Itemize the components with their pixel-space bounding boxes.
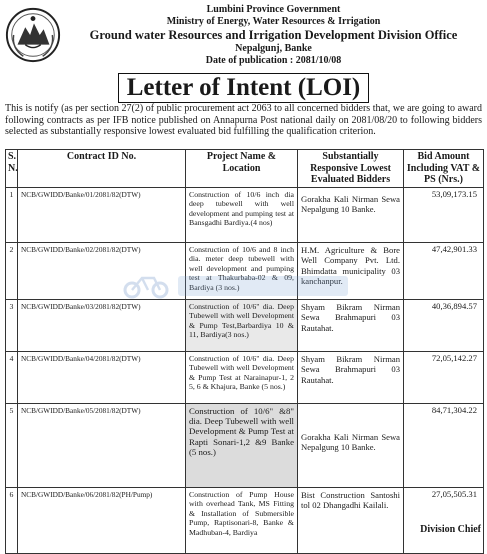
- table-row: [6, 351, 484, 403]
- row-project: Construction of 10/6" dia. Deep Tubewell with well Development & Pump Test at Narainapur-1, 2 5, 6 & Khajura, Banke (5 nos.): [186, 351, 298, 403]
- header-bidder: Substantially Responsive Lowest Evaluated Bidders: [298, 150, 404, 188]
- row-contract-id: NCB/GWIDD/Banke/04/2081/82(DTW): [18, 351, 186, 403]
- table-row: [6, 403, 484, 487]
- table-header-row: [6, 150, 484, 188]
- row-amount: 84,71,304.22: [404, 403, 484, 487]
- bidder-text: Shyam Bikram Nirman Sewa Brahmapuri 03 Rautahat.: [301, 301, 400, 333]
- row-amount: 40,36,894.57: [404, 299, 484, 351]
- header-project: Project Name & Location: [186, 150, 298, 188]
- signatory-title: Division Chief: [420, 524, 481, 535]
- row-sn: 3: [6, 299, 18, 351]
- table-row: [6, 187, 484, 242]
- row-sn: 5: [6, 403, 18, 487]
- row-project: Construction of 10/6" &8" dia. Deep Tubewell with well Development & Pump Test at Rapti Sonari-1,2 &9 Banke (5 nos.): [186, 403, 298, 487]
- row-bidder: [298, 403, 404, 487]
- row-bidder: [298, 242, 404, 299]
- bidder-text: Gorakha Kali Nirman Sewa Nepalgung 10 Banke.: [301, 193, 400, 215]
- intro-paragraph: This is notify (as per section 27(2) of public procurement act 2063 to all concerned bidders that, we are going to award following contracts as per IFB notice published on Annapurna Post national daily on 2081/08/20 to following bidders selected as substantially responsive lowest evaluated bid fulfilling the qualification criterion.: [5, 103, 482, 137]
- bidder-text: Gorakha Kali Nirman Sewa Nepalgung 10 Banke.: [301, 431, 400, 453]
- nepal-government-emblem-icon: [4, 6, 62, 64]
- bidder-text: Shyam Bikram Nirman Sewa Brahmapuri 03 Rautahat.: [301, 353, 400, 385]
- publication-date: Date of publication : 2081/10/08: [205, 55, 342, 66]
- row-bidder: [298, 299, 404, 351]
- row-project: Construction of 10/6 inch dia deep tubewell with well development and pumping test at Bansgadhi Bardiya.(4 nos): [186, 187, 298, 242]
- row-project: Construction of 10/6 and 8 inch dia. meter deep tubewell with well development and pumping test at Thakurbaba-02 & 09, Bardiya (3 nos.): [186, 242, 298, 299]
- row-bidder: [298, 487, 404, 553]
- row-amount: 47,42,901.33: [404, 242, 484, 299]
- row-contract-id: NCB/GWIDD/Banke/06/2081/82(PH/Pump): [18, 487, 186, 553]
- header-amount: Bid Amount Including VAT & PS (Nrs.): [404, 150, 484, 188]
- bidder-text: Bist Construction Santoshi tol 02 Dhangadhi Kailali.: [301, 489, 400, 511]
- row-contract-id: NCB/GWIDD/Banke/03/2081/82(DTW): [18, 299, 186, 351]
- table-row: [6, 487, 484, 553]
- office-header: [60, 4, 487, 67]
- row-project: Construction of Pump House with overhead Tank, MS Fitting & Installation of Submersible Pump, Raptisonari-8, Banke & Madhuban-4, Bardiya: [186, 487, 298, 553]
- ministry-name: Ministry of Energy, Water Resources & Irrigation: [166, 16, 381, 27]
- row-sn: 4: [6, 351, 18, 403]
- row-amount: 53,09,173.15: [404, 187, 484, 242]
- row-amount: 72,05,142.27: [404, 351, 484, 403]
- row-sn: 6: [6, 487, 18, 553]
- row-contract-id: NCB/GWIDD/Banke/05/2081/82(DTW): [18, 403, 186, 487]
- row-sn: 2: [6, 242, 18, 299]
- row-amount: 27,05,505.31: [404, 487, 484, 553]
- row-bidder: [298, 187, 404, 242]
- table-row: [6, 242, 484, 299]
- province-name: Lumbini Province Government: [206, 4, 341, 15]
- row-contract-id: NCB/GWIDD/Banke/02/2081/82(DTW): [18, 242, 186, 299]
- loi-table: [5, 149, 484, 554]
- table-row: [6, 299, 484, 351]
- row-sn: 1: [6, 187, 18, 242]
- document-title-box: [0, 73, 487, 103]
- office-location: Nepalgunj, Banke: [235, 43, 312, 54]
- header-sn: S. N.: [6, 150, 18, 188]
- office-name: Ground water Resources and Irrigation Development Division Office: [89, 28, 458, 42]
- document-title: Letter of Intent (LOI): [118, 73, 370, 103]
- row-project: Construction of 10/6" dia. Deep Tubewell with well Development & Pump Test,Barbardiya 10 & 11, Bardiya(3 nos.): [186, 299, 298, 351]
- bidder-text: H.M. Agriculture & Bore Well Company Pvt. Ltd. Bhimdatta municipality 03 kanchanpur.: [301, 244, 400, 287]
- header-contract-id: Contract ID No.: [18, 150, 186, 188]
- row-bidder: [298, 351, 404, 403]
- row-contract-id: NCB/GWIDD/Banke/01/2081/82(DTW): [18, 187, 186, 242]
